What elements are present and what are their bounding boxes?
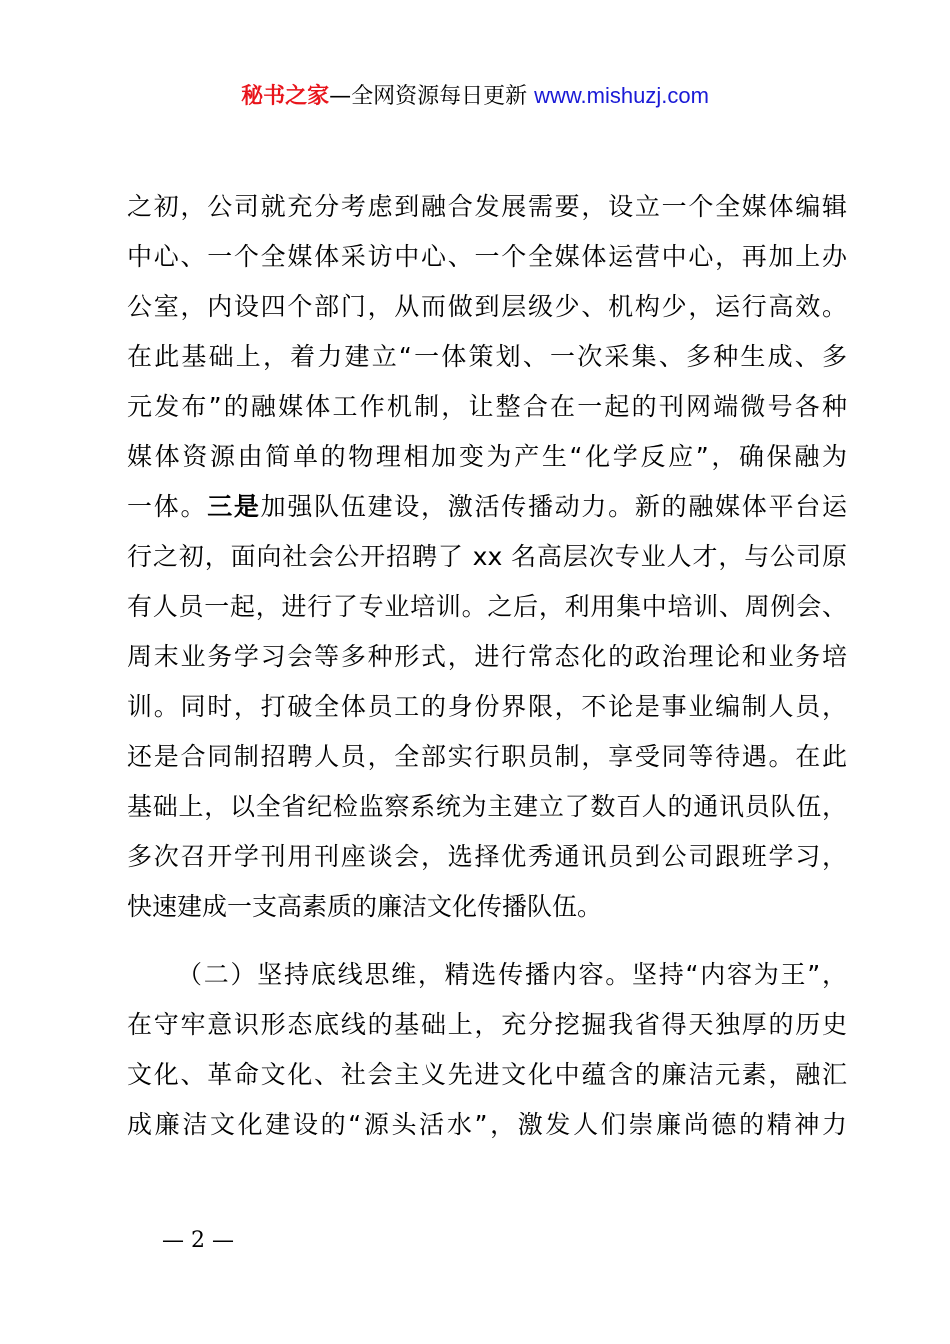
line-text: 加强队伍建设，激活传播动力。新的融媒体平台运	[260, 492, 847, 521]
paragraph-line: 周末业务学习会等多种形式，进行常态化的政治理论和业务培	[127, 642, 847, 671]
site-url[interactable]: www.mishuzj.com	[534, 83, 709, 108]
paragraph-2	[127, 950, 847, 1150]
paragraph-line: 公室，内设四个部门，从而做到层级少、机构少，运行高效。	[127, 292, 847, 321]
paragraph-line: 训。同时，打破全体员工的身份界限，不论是事业编制人员，	[127, 692, 847, 721]
paragraph-line	[127, 482, 847, 532]
paragraph-line: 媒体资源由简单的物理相加变为产生“化学反应”，确保融为	[127, 442, 847, 471]
paragraph-line: 文化、革命文化、社会主义先进文化中蕴含的廉洁元素，融汇	[127, 1060, 847, 1089]
paragraph-line: 中心、一个全媒体采访中心、一个全媒体运营中心，再加上办	[127, 242, 847, 271]
paragraph-line: 成廉洁文化建设的“源头活水”，激发人们崇廉尚德的精神力	[127, 1110, 847, 1139]
paragraph-line: 元发布”的融媒体工作机制，让整合在一起的刊网端微号各种	[127, 392, 847, 421]
line-text: 一体。	[127, 492, 208, 521]
site-brand: 秘书之家	[241, 84, 330, 109]
site-header	[0, 80, 950, 113]
paragraph-line: 有人员一起，进行了专业培训。之后，利用集中培训、周例会、	[127, 592, 847, 621]
paragraph-1	[127, 182, 847, 932]
site-tagline: —全网资源每日更新	[329, 84, 535, 109]
paragraph-line: 多次召开学刊用刊座谈会，选择优秀通讯员到公司跟班学习，	[127, 842, 847, 871]
paragraph-line: 快速建成一支高素质的廉洁文化传播队伍。	[127, 892, 603, 921]
paragraph-spacer	[127, 932, 847, 950]
paragraph-line: 行之初，面向社会公开招聘了 xx 名高层次专业人才，与公司原	[127, 542, 847, 571]
paragraph-line: 基础上，以全省纪检监察系统为主建立了数百人的通讯员队伍，	[127, 792, 847, 821]
paragraph-line: 在此基础上，着力建立“一体策划、一次采集、多种生成、多	[127, 342, 847, 371]
paragraph-line: 还是合同制招聘人员，全部实行职员制，享受同等待遇。在此	[127, 742, 847, 771]
page-number: — 2 —	[162, 1228, 234, 1253]
paragraph-line: 在守牢意识形态底线的基础上，充分挖掘我省得天独厚的历史	[127, 1010, 847, 1039]
paragraph-line: （二）坚持底线思维，精选传播内容。坚持“内容为王”，	[177, 960, 847, 989]
bold-marker: 三是	[207, 492, 261, 521]
document-body	[127, 182, 847, 1150]
paragraph-line: 之初，公司就充分考虑到融合发展需要，设立一个全媒体编辑	[127, 192, 847, 221]
